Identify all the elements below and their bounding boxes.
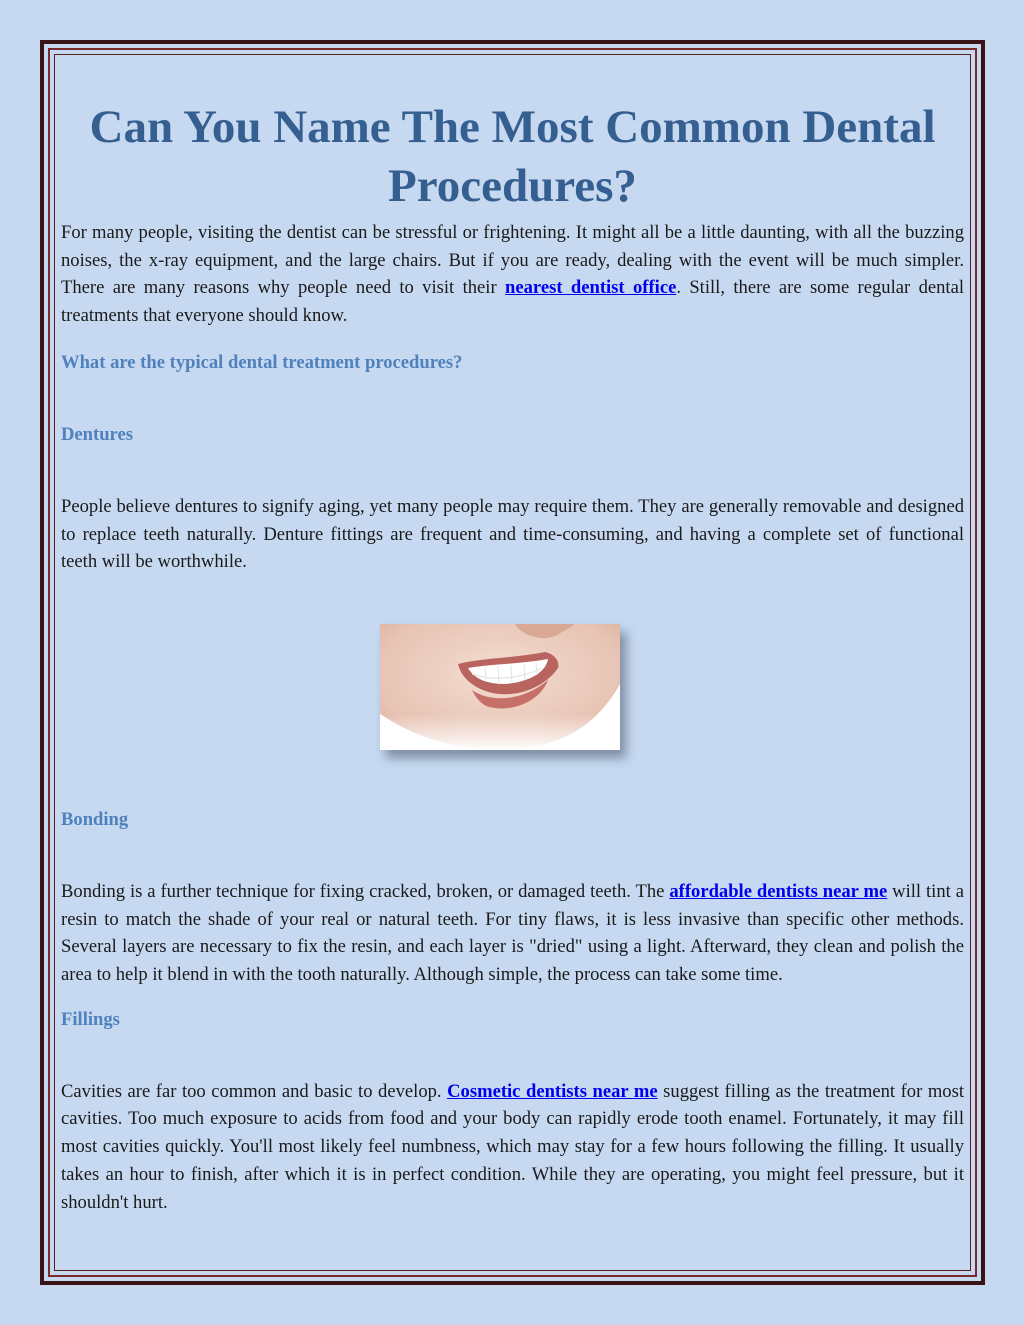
document-body [61,98,964,1216]
cosmetic-dentists-near-me-link[interactable]: Cosmetic dentists near me [447,1080,658,1102]
bonding-paragraph [61,878,964,989]
bonding-text-start: Bonding is a further technique for fixing cracked, broken, or damaged teeth. The [61,880,670,902]
bonding-text-end: will tint a resin to match the shade of your real or natural teeth. For tiny flaws, it is less invasive than specific other methods. Several layers are necessary to fix the resin, and each layer is "dried" using a light. Afterward, they clean and polish the area to help it blend in with the tooth naturally. Although simple, the process can take some time. [61,880,964,986]
affordable-dentists-near-me-link[interactable]: affordable dentists near me [669,880,888,902]
intro-text-end: . Still, there are some regular dental treatments that everyone should know. [61,277,965,327]
dentures-paragraph: People believe dentures to signify aging, yet many people may require them. They are generally removable and designed to replace teeth naturally. Denture fittings are frequent and time-consuming, and having a complete set of functional teeth will be worthwhile. [61,495,964,573]
nearest-dentist-office-link[interactable]: nearest dentist office [505,277,677,299]
intro-text-start: For many people, visiting the dentist can be stressful or frightening. It might all be a little daunting, with all the buzzing noises, the x-ray equipment, and the large chairs. But if you are ready, dealing with the event will be much simpler. There are many reasons why people need to visit their [61,222,964,299]
fillings-text-start: Cavities are far too common and basic to develop. [61,1080,448,1102]
intro-paragraph [61,219,964,330]
dentures-heading: Dentures [61,423,133,445]
fillings-text-end: suggest filling as the treatment for most cavities. Too much exposure to acids from food and your body can rapidly erode tooth enamel. Fortunately, it may fill most cavities quickly. You'll most likely feel numbness, which may stay for a few hours following the filling. It usually takes an hour to finish, after which it is in perfect condition. While they are operating, you might feel pressure, but it shouldn't hurt. [61,1080,964,1213]
bonding-heading: Bonding [61,808,129,830]
page-title: Can You Name The Most Common Dental Procedures? [89,101,936,212]
fillings-heading: Fillings [61,1008,120,1030]
fillings-paragraph [61,1078,964,1217]
smiling-mouth-photo [380,624,620,750]
smiling-mouth-illustration [380,624,620,750]
procedures-question-heading: What are the typical dental treatment procedures? [61,351,463,373]
